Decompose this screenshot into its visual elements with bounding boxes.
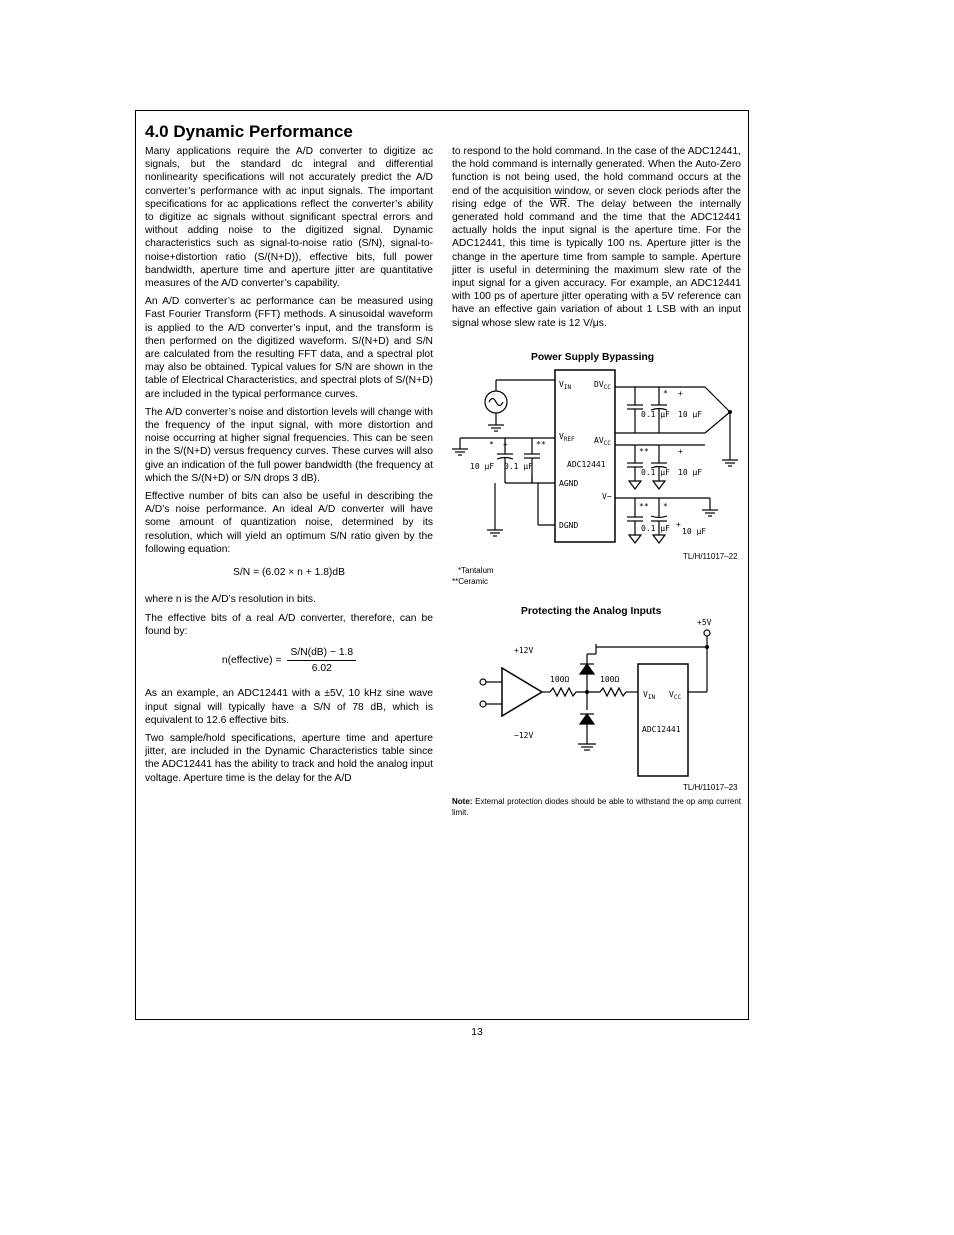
cap-label: 10 μF bbox=[678, 468, 703, 477]
right-column bbox=[452, 145, 741, 335]
star-marker: * bbox=[489, 440, 494, 449]
page-number: 13 bbox=[471, 1027, 483, 1038]
paragraph: to respond to the hold command. In the case of the ADC12441, the hold command is internally generated. When the Auto-Zero function is not being used, the hold command occurs at the end of the acquisition window, or seven clock periods after the rising edge of the $\overline{WR}$. The delay between the internally generated hold command and the time that the ADC12441 actually holds the input signal is the aperture time. For the ADC12441, this time is typically 100 ns. Aperture jitter is the change in the aperture time from sample to sample. Aperture jitter is useful in determining the maximum slew rate of the input signal for a given accuracy. For example, an ADC12441 with 100 ps of aperture jitter operating with a 5V reference can have an effective gain variation of about 1 LSB with an input signal whose slew rate is 12 V/μs. bbox=[452, 146, 742, 329]
dstar-marker: ** bbox=[639, 502, 649, 511]
paragraph: where n is the A/D’s resolution in bits. bbox=[145, 594, 316, 606]
legend-ceramic: **Ceramic bbox=[452, 577, 489, 586]
section-title: 4.0 Dynamic Performance bbox=[145, 122, 353, 141]
equation-sn: S/N = (6.02 × n + 1.8)dB bbox=[233, 567, 345, 579]
plus-marker: + bbox=[678, 389, 683, 398]
cap-label: 0.1 μF bbox=[641, 410, 670, 419]
pin-dvcc-label: $DV_{CC}$ bbox=[594, 380, 611, 391]
dstar-marker: ** bbox=[536, 440, 546, 449]
pin-avcc-label: $AV_{CC}$ bbox=[594, 436, 611, 447]
wr-signal: $\overline{WR}$ bbox=[549, 198, 568, 210]
equation-fraction bbox=[287, 646, 356, 675]
note-text: External protection diodes should be able to withstand the op amp current limit. bbox=[452, 797, 741, 817]
paragraph: Many applications require the A/D converter to digitize ac signals, but the standard dc integral and differential nonlinearity specifications will not accurately predict the A/D converter’s performance with ac input signals. The important specifications for ac applications reflect the converter’s ability to digitize ac signals without significant spectral errors and without adding noise to the digitized signal. Dynamic characteristics such as signal-to-noise ratio (S/N), signal-to-noise+distortion ratio (S/(N+D)), effective bits, full power bandwidth, aperture time and aperture jitter are quantitative measures of the A/D converter’s capability. bbox=[145, 146, 433, 290]
chip-label: ADC12441 bbox=[642, 725, 681, 734]
paragraph: An A/D converter’s ac performance can be measured using Fast Fourier Transform (FFT) methods. A sinusoidal waveform is applied to the A/D converter’s input, and the transform is then performed on the digitized waveform. S/(N+D) and S/N are calculated from the resulting FFT data, and a spectral plot may also be obtained. Typical values for S/N are shown in the table of Electrical Characteristics, and spectral plots of S/(N+D) are included in the typical performance curves. bbox=[145, 296, 433, 400]
dstar-marker: ** bbox=[639, 447, 649, 456]
pin-vref-label: $V_{REF}$ bbox=[559, 432, 575, 443]
equation-numerator: S/N(dB) − 1.8 bbox=[287, 646, 356, 661]
figure-code: TL/H/11017–22 bbox=[683, 552, 738, 561]
resistor-r2-label: 100Ω bbox=[600, 675, 620, 684]
pin-vin-label: $V_{IN}$ bbox=[559, 380, 572, 391]
left-column bbox=[145, 145, 433, 790]
pin-dgnd-label: DGND bbox=[559, 521, 579, 530]
supply-plus12-label: +12V bbox=[514, 646, 534, 655]
pin-agnd-label: AGND bbox=[559, 479, 579, 488]
cap-label: 0.1 μF bbox=[504, 462, 533, 471]
power-supply-bypassing-diagram bbox=[450, 365, 745, 555]
supply-minus12-label: −12V bbox=[514, 731, 534, 740]
plus-marker: + bbox=[503, 440, 508, 449]
cap-label: 0.1 μF bbox=[641, 468, 670, 477]
star-marker: * bbox=[663, 389, 668, 398]
legend-tantalum: *Tantalum bbox=[458, 566, 494, 575]
resistor-r1-label: 100Ω bbox=[550, 675, 570, 684]
paragraph: Effective number of bits can also be useful in describing the A/D’s noise performance. An ideal A/D converter will have some amount of quantization noise, determined by its resolution, which will yield an optimum S/N ratio given by the following equation: bbox=[145, 491, 433, 555]
star-marker: * bbox=[663, 502, 668, 511]
paragraph: As an example, an ADC12441 with a ±5V, 10 kHz sine wave input signal will typically have a S/N of 78 dB, which is equivalent to 12.6 effective bits. bbox=[145, 688, 433, 726]
paragraph: The effective bits of a real A/D converter, therefore, can be found by: bbox=[145, 612, 433, 637]
pin-vcc-label: $V_{CC}$ bbox=[669, 690, 682, 701]
figure-note bbox=[452, 796, 741, 818]
cap-label: 0.1 μF bbox=[641, 524, 670, 533]
pin-vin-label: $V_{IN}$ bbox=[643, 690, 656, 701]
equation-effective-bits bbox=[145, 646, 433, 675]
equation-lhs: n(effective) = bbox=[221, 655, 282, 666]
plus-marker: + bbox=[676, 520, 681, 529]
paragraph: Two sample/hold specifications, aperture time and aperture jitter, are included in the Dynamic Characteristics table since the ADC12441 has the ability to track and hold the analog input voltage. Aperture time is the delay for the A/D bbox=[145, 732, 433, 784]
cap-label: 10 μF bbox=[682, 527, 707, 536]
supply-plus5-label: +5V bbox=[697, 618, 712, 627]
equation-denominator: 6.02 bbox=[311, 663, 332, 675]
figure-code: TL/H/11017–23 bbox=[683, 783, 738, 792]
plus-marker: + bbox=[678, 447, 683, 456]
figure-title-power-supply: Power Supply Bypassing bbox=[531, 352, 655, 363]
cap-label: 10 μF bbox=[470, 462, 495, 471]
input-protection-diagram bbox=[470, 614, 745, 782]
figure-title-protecting-inputs: Protecting the Analog Inputs bbox=[521, 606, 662, 617]
note-label: Note: bbox=[452, 797, 473, 806]
cap-label: 10 μF bbox=[678, 410, 703, 419]
paragraph: The A/D converter’s noise and distortion levels will change with the frequency of the input signal, with more distortion and noise occurring at higher signal frequencies. This can be seen in the S/(N+D) versus frequency curves. These curves will also give an indication of the full power bandwidth (the frequency at which the S/(N+D) or S/N drops 3 dB). bbox=[145, 406, 433, 484]
pin-vminus-label: V− bbox=[602, 492, 612, 501]
chip-label: ADC12441 bbox=[567, 460, 606, 469]
